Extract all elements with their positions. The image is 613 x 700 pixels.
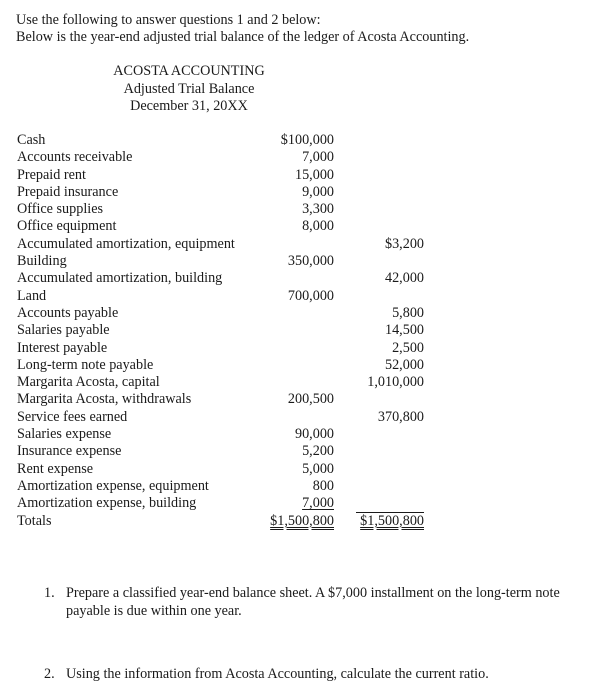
account-name: Accumulated amortization, equipment bbox=[17, 235, 235, 252]
debit-amount: 5,000 bbox=[302, 460, 334, 477]
statement-title: Adjusted Trial Balance bbox=[123, 80, 255, 97]
credit-amount: 370,800 bbox=[377, 408, 424, 425]
question-2 bbox=[44, 666, 604, 684]
debit-amount: 3,300 bbox=[302, 201, 334, 218]
table-row bbox=[17, 132, 437, 149]
question-number: 1. bbox=[44, 585, 55, 601]
account-name: Salaries expense bbox=[17, 426, 112, 443]
trial-balance-table bbox=[17, 132, 437, 530]
credit-amount: 2,500 bbox=[392, 339, 424, 356]
account-name: Margarita Acosta, capital bbox=[17, 374, 160, 391]
company-name: ACOSTA ACCOUNTING bbox=[113, 63, 265, 79]
credit-amount: $3,200 bbox=[384, 235, 424, 252]
debit-amount: 700,000 bbox=[287, 287, 334, 304]
account-name: Insurance expense bbox=[17, 443, 122, 460]
table-row bbox=[17, 184, 437, 201]
account-name: Amortization expense, building bbox=[17, 495, 197, 512]
account-name: Office equipment bbox=[17, 218, 117, 235]
debit-amount: 200,500 bbox=[287, 391, 334, 408]
account-name: Rent expense bbox=[17, 460, 94, 477]
table-row bbox=[17, 495, 437, 512]
table-row bbox=[17, 218, 437, 235]
account-name: Long-term note payable bbox=[17, 356, 154, 373]
table-row bbox=[17, 270, 437, 287]
intro-line-1: Use the following to answer questions 1 and 2 below: bbox=[16, 12, 321, 28]
debit-total: $1,500,800 bbox=[270, 512, 334, 529]
table-row bbox=[17, 409, 437, 426]
table-row bbox=[17, 305, 437, 322]
credit-amount: 14,500 bbox=[384, 322, 424, 339]
debit-amount: 350,000 bbox=[287, 253, 334, 270]
account-name: Prepaid insurance bbox=[17, 183, 119, 200]
statement-heading bbox=[80, 63, 298, 116]
debit-amount: 90,000 bbox=[294, 426, 334, 443]
totals-label: Totals bbox=[17, 512, 52, 529]
credit-amount: 42,000 bbox=[384, 270, 424, 287]
debit-amount: 5,200 bbox=[302, 443, 334, 460]
account-name: Cash bbox=[17, 132, 46, 148]
table-row bbox=[17, 149, 437, 166]
account-name: Interest payable bbox=[17, 339, 108, 356]
question-1 bbox=[44, 585, 604, 620]
table-row bbox=[17, 374, 437, 391]
table-row bbox=[17, 357, 437, 374]
questions-list bbox=[44, 585, 604, 684]
account-name: Amortization expense, equipment bbox=[17, 477, 209, 494]
table-row bbox=[17, 201, 437, 218]
statement-date: December 31, 20XX bbox=[130, 98, 248, 114]
intro-line-2: Below is the year-end adjusted trial balance of the ledger of Acosta Accounting. bbox=[16, 29, 470, 45]
account-name: Building bbox=[17, 253, 67, 270]
account-name: Accounts receivable bbox=[17, 149, 133, 166]
debit-amount: $100,000 bbox=[280, 132, 334, 148]
debit-amount: 7,000 bbox=[302, 495, 334, 512]
credit-amount: 1,010,000 bbox=[367, 374, 424, 391]
table-row bbox=[17, 340, 437, 357]
question-text: Using the information from Acosta Accounting, calculate the current ratio. bbox=[66, 666, 489, 682]
debit-amount: 8,000 bbox=[302, 218, 334, 235]
table-row bbox=[17, 236, 437, 253]
credit-column-total-rule bbox=[356, 512, 424, 513]
table-row bbox=[17, 443, 437, 460]
table-row bbox=[17, 253, 437, 270]
table-row bbox=[17, 322, 437, 339]
totals-row bbox=[17, 513, 437, 530]
debit-amount: 9,000 bbox=[302, 183, 334, 200]
account-name: Land bbox=[17, 287, 47, 304]
debit-amount: 15,000 bbox=[294, 166, 334, 183]
account-name: Accounts payable bbox=[17, 304, 119, 321]
question-number: 2. bbox=[44, 666, 55, 682]
table-row bbox=[17, 478, 437, 495]
table-row bbox=[17, 391, 437, 408]
intro-text bbox=[16, 12, 469, 46]
question-text: Prepare a classified year-end balance sheet. A $7,000 installment on the long-term note payable is due within one year. bbox=[66, 585, 560, 619]
debit-amount: 800 bbox=[312, 477, 334, 494]
account-name: Service fees earned bbox=[17, 408, 128, 425]
account-name: Accumulated amortization, building bbox=[17, 270, 223, 287]
table-row bbox=[17, 461, 437, 478]
account-name: Office supplies bbox=[17, 201, 104, 218]
credit-amount: 52,000 bbox=[384, 356, 424, 373]
account-name: Prepaid rent bbox=[17, 166, 86, 183]
table-row bbox=[17, 167, 437, 184]
debit-amount: 7,000 bbox=[302, 149, 334, 166]
table-row bbox=[17, 426, 437, 443]
table-row bbox=[17, 288, 437, 305]
credit-total: $1,500,800 bbox=[360, 512, 424, 529]
account-name: Margarita Acosta, withdrawals bbox=[17, 391, 192, 408]
account-name: Salaries payable bbox=[17, 322, 110, 339]
credit-amount: 5,800 bbox=[392, 304, 424, 321]
